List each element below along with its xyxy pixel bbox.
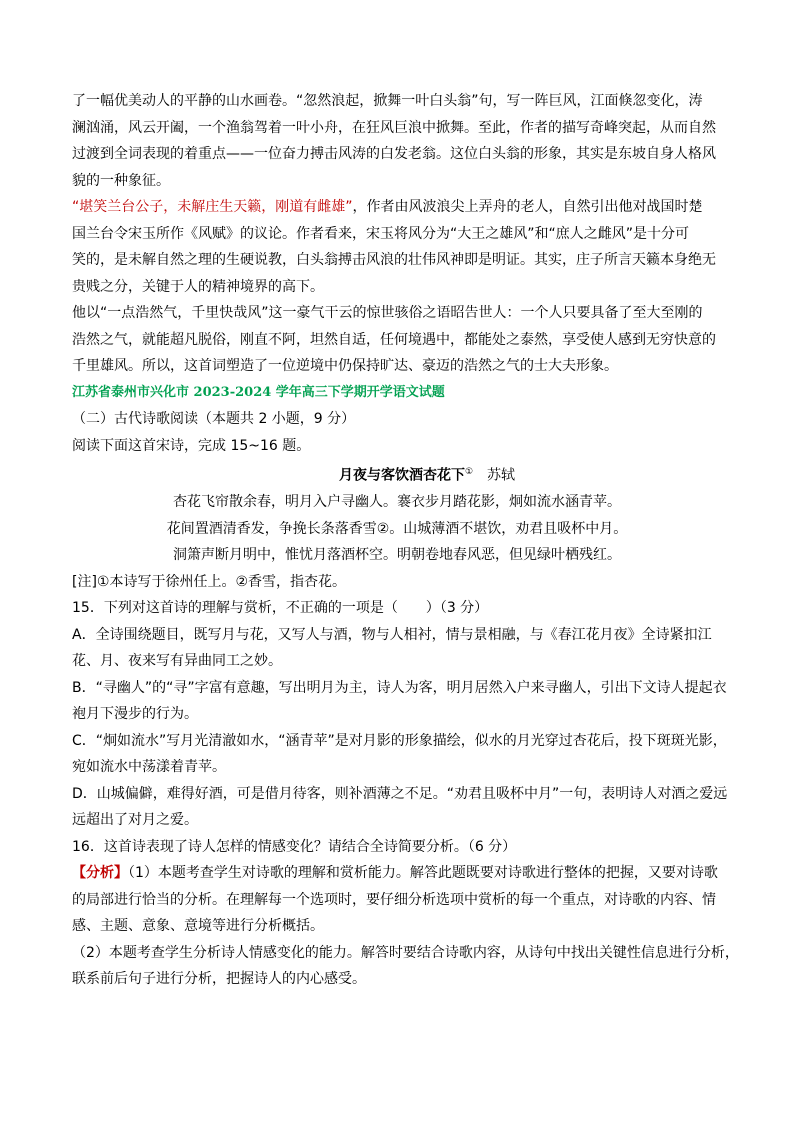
- text-line: 貌的一种象征。: [72, 172, 170, 189]
- analysis-line: [72, 860, 722, 887]
- option-line: 远超出了对月之爱。: [72, 812, 198, 829]
- poem-line: 杏花飞帘散余春，明月入户寻幽人。褰衣步月踏花影，炯如流水涵青苹。: [173, 494, 621, 511]
- text-line: 了一幅优美动人的平静的山水画卷。“忽然浪起，掀舞一叶白头翁”句，写一阵巨风，江面倏忽变化，涛: [72, 93, 703, 109]
- text-span: （1）本题考查学生对诗歌的理解和赏析能力。解答此题既要对诗歌进行整体的把握，又要对诗歌: [128, 865, 718, 882]
- option-line: B．“寻幽人”的“寻”字富有意趣，写出明月为主，诗人为客，明月居然入户来寻幽人，引出下文诗人提起衣: [72, 679, 727, 696]
- text-line: 过渡到全词表现的着重点——一位奋力搏击风涛的白发老翁。这位白头翁的形象，其实是东坡自身人格风: [72, 146, 716, 162]
- option-line: 宛如流水中荡漾着青苹。: [72, 759, 226, 776]
- section-title: （二）古代诗歌阅读（本题共 2 小题，9 分）: [72, 411, 356, 427]
- source-heading: 江苏省泰州市兴化市 2023-2024 学年高三下学期开学语文试题: [72, 384, 445, 400]
- paragraph-commentary-3: [72, 300, 722, 380]
- option-line: 袍月下漫步的行为。: [72, 706, 198, 723]
- paragraph-commentary-2: [72, 194, 722, 300]
- text-line: 他以“一点浩然气，千里快哉风”这一豪气干云的惊世骇俗之语昭告世人：一个人只要具备了至大至刚的: [72, 305, 703, 321]
- document-page: [72, 88, 739, 993]
- quoted-verse-highlight: “堪笑兰台公子，未解庄生天籁，刚道有雌雄”: [72, 199, 353, 215]
- text-line: 贵贱之分，关键于人的精神境界的高下。: [72, 278, 324, 295]
- poem-title: 月夜与客饮酒杏花下: [338, 467, 465, 484]
- text-line: 澜汹涌，风云开阖，一个渔翁驾着一叶小舟，在狂风巨浪中掀舞。至此，作者的描写奇峰突起，从而自然: [72, 119, 716, 136]
- poem-title-line: [72, 459, 722, 489]
- text-line: 千里雄风。所以，这首词塑造了一位逆境中仍保持旷达、豪迈的浩然之气的士大夫形象。: [72, 358, 618, 374]
- analysis-line: 的局部进行恰当的分析。在理解每一个选项时，要仔细分析选项中赏析的每一个重点，对诗歌的内容、情: [72, 891, 716, 908]
- option-line: 花、月、夜来写有异曲同工之妙。: [72, 653, 282, 670]
- poem-line: 花间置酒清香发，争挽长条落香雪②。山城薄酒不堪饮，劝君且吸杯中月。: [166, 520, 628, 537]
- text-line: [72, 194, 722, 221]
- analysis-tag: 【分析】: [72, 865, 128, 882]
- text-line: 国兰台令宋玉所作《风赋》的议论。作者看来，宋玉将风分为“大王之雄风”和“庶人之雌风”是十分可: [72, 225, 690, 242]
- analysis-block: [72, 860, 739, 993]
- text-span: ，作者由风波浪尖上弄舟的老人，自然引出他对战国时楚: [352, 199, 703, 215]
- option-line: C．“炯如流水”写月光清澈如水，“涵青苹”是对月影的形象描绘，似水的月光穿过杏花后，投下斑斑光影，: [72, 732, 727, 749]
- text-line: 浩然之气，就能超凡脱俗，刚直不阿，坦然自适，任何境遇中，都能处之泰然，享受使人感到无穷快意的: [72, 331, 716, 348]
- question-15: 15．下列对这首诗的理解与赏析，不正确的一项是（ ）（3 分）: [72, 600, 489, 617]
- analysis-line: （2）本题考查学生分析诗人情感变化的能力。解答时要结合诗歌内容，从诗句中找出关键性信息进行分析，: [72, 944, 739, 961]
- poem-author: 苏轼: [487, 467, 516, 484]
- poem-body: [72, 489, 722, 569]
- question-15-options: [72, 622, 728, 834]
- poem-note: [注]①本诗写于徐州任上。②香雪，指杏花。: [72, 573, 347, 590]
- analysis-line: 联系前后句子进行分析，把握诗人的内心感受。: [72, 971, 366, 988]
- option-line: A．全诗围绕题目，既写月与花，又写人与酒，物与人相衬，情与景相融，与《春江花月夜》全诗紧扣江: [72, 626, 712, 643]
- poem-line: 洞箫声断月明中，惟忧月落酒杯空。明朝卷地春风恶，但见绿叶栖残红。: [173, 547, 621, 564]
- option-line: D．山城偏僻，难得好酒，可是借月待客，则补酒薄之不足。“劝君且吸杯中月”一句，表明诗人对酒之爱远: [72, 785, 728, 802]
- analysis-line: 感、主题、意象、意境等进行分析概括。: [72, 918, 324, 935]
- text-line: 笑的，是未解自然之理的生硬说教，白头翁搏击风浪的壮伟风神即是明证。其实，庄子所言天籁本身绝无: [72, 252, 716, 268]
- question-16: 16．这首诗表现了诗人怎样的情感变化？请结合全诗简要分析。（6 分）: [72, 838, 517, 855]
- instruction: 阅读下面这首宋诗，完成 15~16 题。: [72, 437, 311, 454]
- paragraph-commentary-1: [72, 88, 722, 194]
- footnote-marker: ①: [464, 467, 474, 477]
